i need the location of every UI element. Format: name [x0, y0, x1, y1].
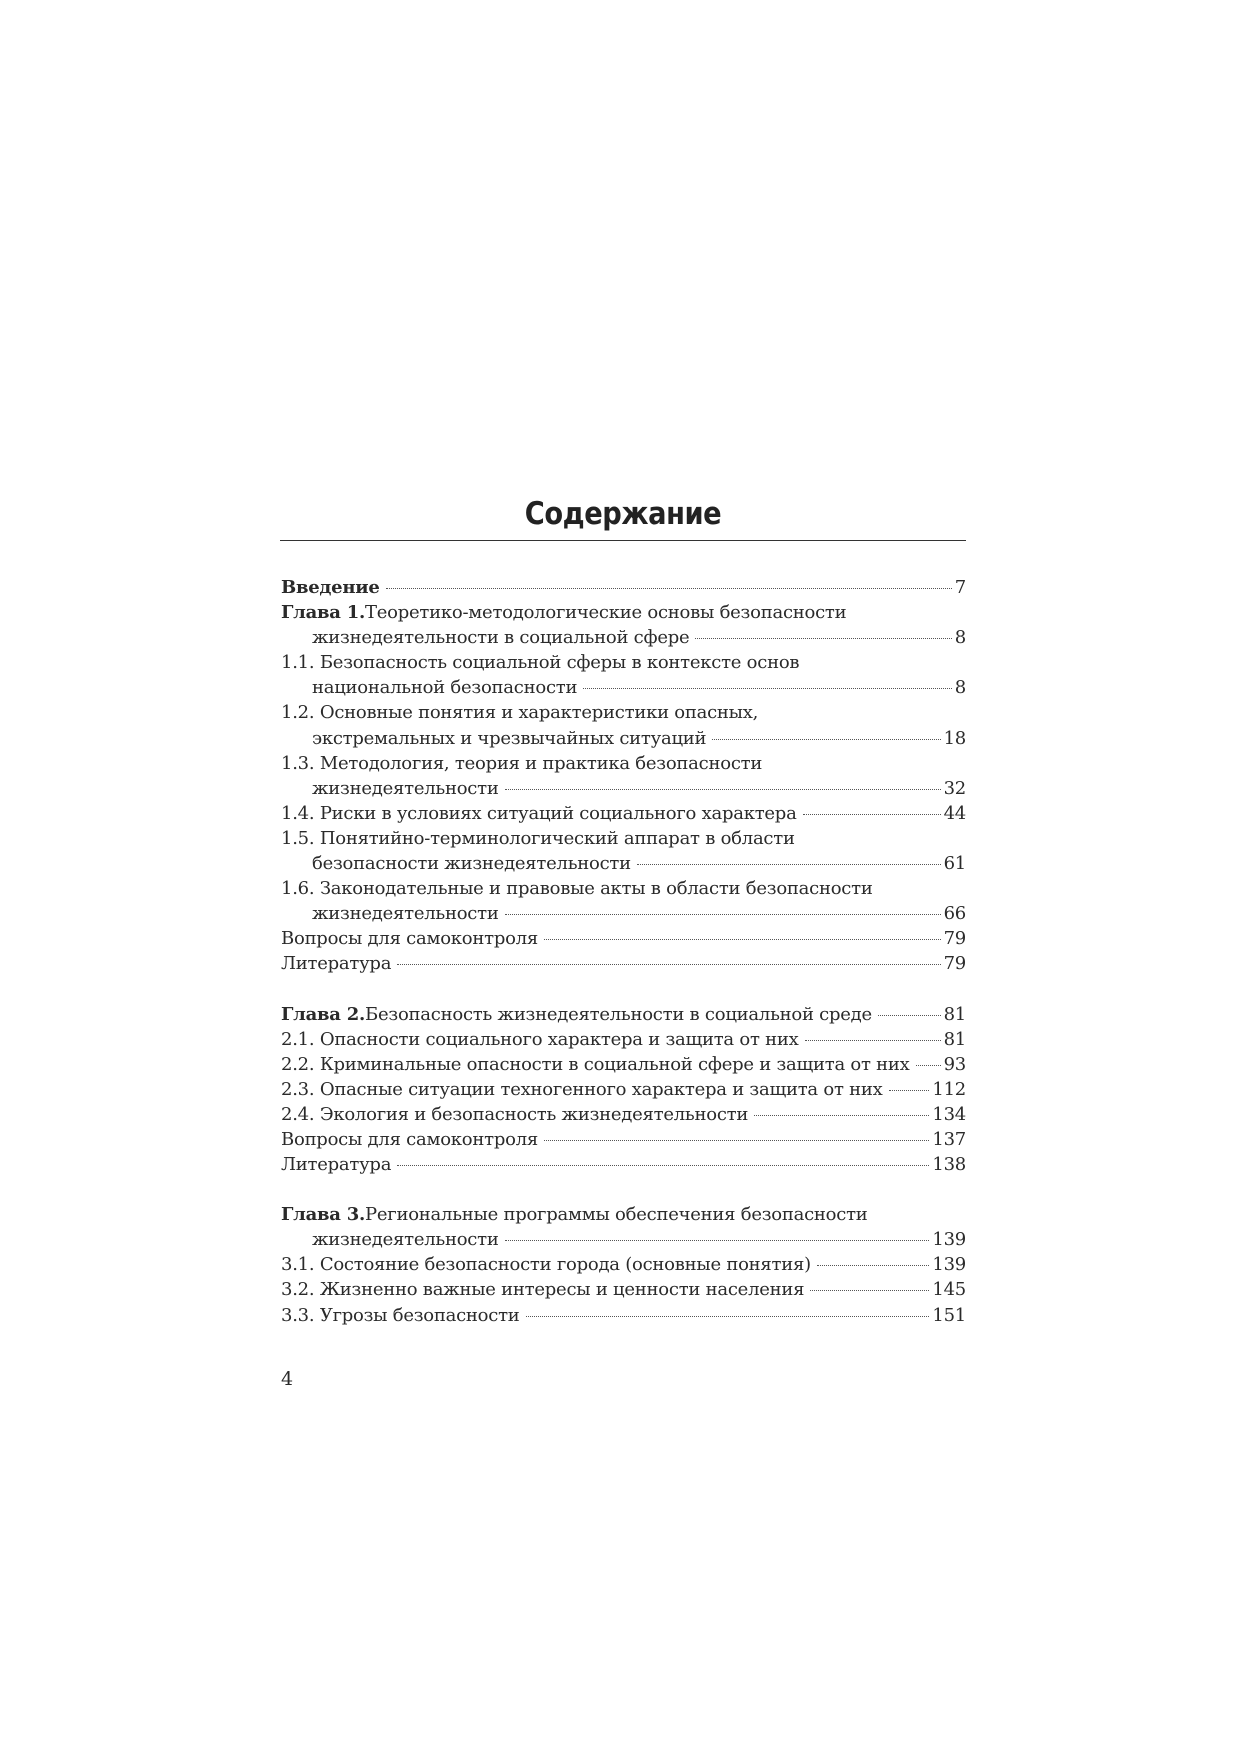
toc-entry-line	[281, 1277, 966, 1302]
toc-entry[interactable]	[281, 600, 966, 650]
toc-entry[interactable]	[281, 1152, 966, 1177]
toc-entry-text: 1.1. Безопасность социальной сферы в контексте основ	[281, 652, 800, 674]
toc-entry-continuation	[281, 851, 966, 876]
toc-entry[interactable]	[281, 876, 966, 926]
toc-entry-text: 1.5. Понятийно-терминологический аппарат в области	[281, 827, 795, 849]
toc-entry-continuation	[281, 901, 966, 926]
toc-page-number: 32	[943, 777, 966, 799]
toc-entry-line	[281, 801, 966, 826]
toc-entry-line	[281, 600, 966, 625]
dot-leader	[712, 739, 940, 740]
toc-entry-line	[281, 1002, 966, 1027]
dot-leader	[889, 1090, 930, 1091]
toc-entry-continuation	[281, 675, 966, 700]
toc-entry-text: безопасности жизнедеятельности	[312, 853, 631, 875]
toc-page-number: 79	[943, 953, 966, 975]
toc-entry-text: 3.3. Угрозы безопасности	[281, 1304, 520, 1326]
dot-leader	[637, 864, 941, 865]
toc-entry[interactable]	[281, 1127, 966, 1152]
toc-entry[interactable]	[281, 575, 966, 600]
toc-entry-text: Вопросы для самоконтроля	[281, 928, 538, 950]
toc-entry-text: Литература	[281, 953, 392, 975]
toc-page-number: 145	[932, 1279, 966, 1301]
toc-entry[interactable]	[281, 926, 966, 951]
toc-page-number: 139	[932, 1229, 966, 1251]
toc-entry-continuation	[281, 625, 966, 650]
toc-page-number: 79	[943, 928, 966, 950]
toc-entry-text: 1.4. Риски в условиях ситуаций социального характера	[281, 802, 797, 824]
toc-page-number: 7	[954, 577, 966, 598]
dot-leader	[810, 1290, 929, 1291]
toc-entry-text: 3.2. Жизненно важные интересы и ценности населения	[281, 1279, 805, 1301]
toc-entry-text: Безопасность жизнедеятельности в социальной среде	[365, 1003, 872, 1025]
toc-entry-text: 2.1. Опасности социального характера и защита от них	[281, 1028, 799, 1050]
toc-entry-line	[281, 751, 966, 776]
toc-entry-text: жизнедеятельности	[312, 1229, 499, 1251]
toc-page-number: 112	[932, 1078, 966, 1100]
toc-chapter-label: Глава 3.	[281, 1204, 366, 1226]
dot-leader	[916, 1065, 941, 1066]
toc-entry-line	[281, 1027, 966, 1052]
toc-entry-text: 1.6. Законодательные и правовые акты в области безопасности	[281, 878, 873, 900]
toc-page-number: 138	[932, 1154, 966, 1176]
toc-page-number: 8	[954, 627, 966, 649]
toc-entry-text: Вопросы для самоконтроля	[281, 1128, 538, 1150]
toc-page-number: 61	[943, 853, 966, 875]
toc-entry[interactable]	[281, 801, 966, 826]
toc-entry[interactable]	[281, 650, 966, 700]
toc-entry[interactable]	[281, 1077, 966, 1102]
toc-entry-text: жизнедеятельности	[312, 903, 499, 925]
toc-entry-text: Литература	[281, 1154, 392, 1176]
dot-leader	[544, 1140, 929, 1141]
dot-leader	[386, 588, 952, 589]
toc-entry-line	[281, 650, 966, 675]
toc-entry[interactable]	[281, 1002, 966, 1027]
toc-entry-line	[281, 1303, 966, 1328]
toc-entry-continuation	[281, 1227, 966, 1252]
toc-entry-line	[281, 951, 966, 976]
toc-entry[interactable]	[281, 826, 966, 876]
toc-chapter-label: Глава 2.	[281, 1003, 366, 1025]
toc-page-number: 134	[932, 1103, 966, 1125]
toc-entry-line	[281, 1052, 966, 1077]
toc-entry-text: 2.2. Криминальные опасности в социальной сфере и защита от них	[281, 1053, 910, 1075]
dot-leader	[505, 914, 941, 915]
table-of-contents	[281, 575, 966, 1328]
toc-entry-line	[281, 1202, 966, 1227]
toc-entry-line	[281, 575, 966, 600]
toc-entry[interactable]	[281, 1202, 966, 1252]
toc-entry-text: 3.1. Состояние безопасности города (основные понятия)	[281, 1254, 811, 1276]
toc-entry[interactable]	[281, 1303, 966, 1328]
title-divider	[280, 540, 966, 541]
toc-entry-text: 2.3. Опасные ситуации техногенного характера и защита от них	[281, 1078, 883, 1100]
toc-entry-line	[281, 700, 966, 725]
toc-entry-line	[281, 1252, 966, 1277]
toc-entry-text: экстремальных и чрезвычайных ситуаций	[312, 727, 707, 749]
toc-entry-text: национальной безопасности	[312, 677, 578, 699]
toc-page-number: 139	[932, 1254, 966, 1276]
toc-entry-text: 1.2. Основные понятия и характеристики опасных,	[281, 702, 759, 724]
dot-leader	[754, 1115, 929, 1116]
page-title: Содержание	[524, 496, 722, 532]
toc-entry[interactable]	[281, 1102, 966, 1127]
toc-page-number: 151	[932, 1304, 966, 1326]
toc-page-number: 81	[943, 1028, 966, 1050]
toc-chapter-label: Глава 1.	[281, 602, 366, 624]
page-number: 4	[281, 1368, 294, 1390]
toc-page-number: 66	[943, 903, 966, 925]
toc-entry[interactable]	[281, 700, 966, 750]
dot-leader	[695, 638, 951, 639]
toc-entry[interactable]	[281, 751, 966, 801]
toc-entry-line	[281, 826, 966, 851]
toc-entry[interactable]	[281, 1027, 966, 1052]
dot-leader	[817, 1265, 930, 1266]
toc-entry-text: 1.3. Методология, теория и практика безопасности	[281, 752, 763, 774]
dot-leader	[505, 1240, 930, 1241]
dot-leader	[397, 1165, 929, 1166]
dot-leader	[505, 789, 941, 790]
toc-entry-text: Региональные программы обеспечения безопасности	[365, 1204, 868, 1226]
dot-leader	[805, 1040, 941, 1041]
toc-entry-text: жизнедеятельности	[312, 777, 499, 799]
toc-entry[interactable]	[281, 1052, 966, 1077]
toc-entry-line	[281, 1102, 966, 1127]
dot-leader	[803, 814, 941, 815]
toc-entry[interactable]	[281, 951, 966, 976]
dot-leader	[878, 1015, 941, 1016]
dot-leader	[397, 964, 940, 965]
toc-entry-line	[281, 1152, 966, 1177]
toc-entry-text: жизнедеятельности в социальной сфере	[312, 627, 690, 649]
toc-page-number: 81	[943, 1003, 966, 1025]
toc-page-number: 137	[932, 1128, 966, 1150]
toc-entry-line	[281, 1077, 966, 1102]
toc-entry-text: 2.4. Экология и безопасность жизнедеятельности	[281, 1103, 749, 1125]
toc-entry[interactable]	[281, 1277, 966, 1302]
toc-entry-text: Теоретико-методологические основы безопасности	[365, 602, 847, 624]
toc-entry[interactable]	[281, 1252, 966, 1277]
dot-leader	[583, 688, 952, 689]
toc-page-number: 8	[954, 677, 966, 699]
toc-entry-line	[281, 876, 966, 901]
toc-entry-line	[281, 1127, 966, 1152]
toc-page-number: 44	[943, 802, 966, 824]
toc-entry-continuation	[281, 776, 966, 801]
toc-page-number: 18	[943, 727, 966, 749]
dot-leader	[544, 939, 941, 940]
toc-chapter-label: Введение	[281, 577, 380, 598]
toc-page-number: 93	[943, 1053, 966, 1075]
toc-entry-continuation	[281, 726, 966, 751]
toc-entry-line	[281, 926, 966, 951]
dot-leader	[526, 1316, 930, 1317]
